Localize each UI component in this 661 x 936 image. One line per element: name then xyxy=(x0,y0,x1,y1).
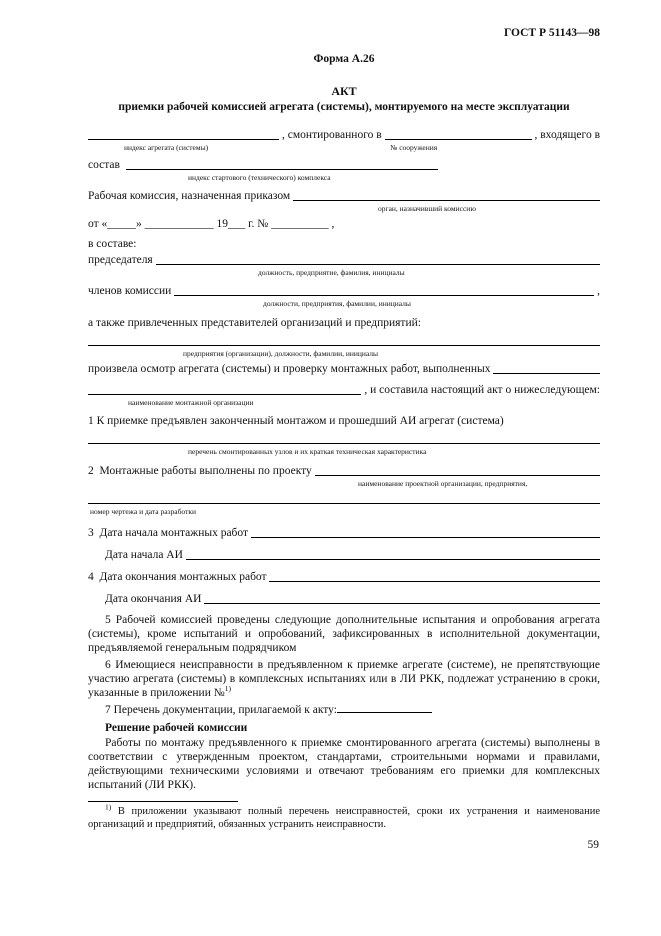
fill-line-chairman xyxy=(156,261,600,265)
label-members-comma: , xyxy=(594,285,600,298)
caption-row-representatives xyxy=(88,349,600,358)
footnote xyxy=(88,802,600,831)
caption-item2b: номер чертежа и дата разработки xyxy=(90,507,196,517)
caption-row-complex xyxy=(88,173,600,182)
field-row-item2b xyxy=(88,500,600,506)
fill-line-item2b xyxy=(88,500,600,504)
fill-line-item4b xyxy=(204,600,600,604)
field-row-chairman xyxy=(88,253,600,267)
caption-row-item2a xyxy=(88,479,600,488)
field-row-inspection xyxy=(88,362,600,376)
item-5: 5 Рабочей комиссией проведены следующие дополнительные испытания и опробования агрегата (системы), кроме испытаний и опробований, зафиксированных в исполнительной документации, предъявляемой генеральным подрядчиком xyxy=(88,613,600,654)
caption-members: должности, предприятия, фамилии, инициалы xyxy=(263,299,411,309)
caption-authority: орган, назначивший комиссию xyxy=(378,204,476,214)
fill-line-members xyxy=(174,292,594,296)
caption-row-mounting-org xyxy=(88,398,600,407)
item-1: 1 К приемке предъявлен законченный монтажом и прошедший АИ агрегат (система) xyxy=(88,415,504,428)
caption-structure-no: № сооружения xyxy=(390,142,438,152)
doc-number: ГОСТ Р 51143—98 xyxy=(504,27,600,39)
caption-row-item1 xyxy=(88,447,600,456)
fill-line-item4 xyxy=(269,578,600,582)
caption-complex-index: индекс стартового (технического) комплекса xyxy=(188,173,331,183)
caption-row-chairman xyxy=(88,268,600,277)
label-composition: в составе: xyxy=(88,237,137,250)
item-4-label: 4 Дата окончания монтажных работ xyxy=(88,570,270,583)
label-belongs-to: , входящего в xyxy=(531,128,600,141)
item-3b-label: Дата начала АИ xyxy=(105,548,186,561)
item-7-text: 7 Перечень документации, прилагаемой к акту: xyxy=(105,703,337,716)
fill-line-complex-index xyxy=(126,166,438,170)
item-7 xyxy=(88,703,600,717)
label-members: членов комиссии xyxy=(88,285,175,298)
field-row-complex xyxy=(88,158,600,172)
item-6 xyxy=(88,658,600,700)
field-row-item4b xyxy=(88,592,600,606)
field-row-commission xyxy=(88,189,600,203)
fill-line-mounting-org xyxy=(88,391,361,395)
field-row-mounting-org xyxy=(88,383,600,397)
label-chairman: председателя xyxy=(88,253,156,266)
form-label: Форма А.26 xyxy=(313,53,375,66)
field-row-item2 xyxy=(88,464,600,478)
act-title: АКТ xyxy=(331,84,357,99)
fill-line-performed-by xyxy=(493,370,600,374)
field-row-item4 xyxy=(88,570,600,584)
item-6-footnote-ref: 1) xyxy=(224,683,231,693)
caption-representatives: предприятия (организации), должности, фамилии, инициалы xyxy=(183,348,379,358)
item-2-label: 2 Монтажные работы выполнены по проекту xyxy=(88,464,315,477)
caption-row-unit xyxy=(88,143,600,152)
page-number: 59 xyxy=(587,839,599,851)
field-row-item3 xyxy=(88,526,600,540)
label-mounted-in: , смонтированного в xyxy=(279,128,385,141)
label-inspection: произвела осмотр агрегата (системы) и проверку монтажных работ, выполненных xyxy=(88,363,494,376)
caption-item1: перечень смонтированных узлов и их краткая техническая характеристика xyxy=(188,447,427,457)
footnote-marker: 1) xyxy=(105,802,112,812)
fill-line-item2 xyxy=(315,472,600,476)
decision-heading: Решение рабочей комиссии xyxy=(105,721,248,734)
fill-line-representatives xyxy=(88,342,600,346)
fill-line-item7 xyxy=(337,709,432,713)
field-row-members xyxy=(88,284,600,298)
footnote-text: В приложении указывают полный перечень неисправностей, сроки их устранения и наименование организаций и предприятий, обязанных устранить неисправности. xyxy=(88,805,600,830)
field-row-item1 xyxy=(88,440,600,446)
label-staff: состав xyxy=(88,159,126,172)
label-commission: Рабочая комиссия, назначенная приказом xyxy=(88,190,294,203)
act-subtitle: приемки рабочей комиссией агрегата (системы), монтируемого на месте эксплуатации xyxy=(118,100,570,113)
label-act-conclusion: , и составила настоящий акт о нижеследующем: xyxy=(361,384,600,397)
fill-line-item3b xyxy=(186,556,600,560)
fill-line-item3 xyxy=(251,534,600,538)
fill-line-authority xyxy=(293,197,600,201)
item-4b-label: Дата окончания АИ xyxy=(105,592,205,605)
field-row-item3b xyxy=(88,548,600,562)
caption-chairman: должность, предприятие, фамилия, инициалы xyxy=(258,267,405,277)
fill-line-item1 xyxy=(88,440,600,444)
caption-row-members xyxy=(88,299,600,308)
field-row-order-date: от «_____» ____________ 19___ г. № __________ , xyxy=(88,217,335,230)
field-row-representatives xyxy=(88,342,600,348)
fill-line-structure-no xyxy=(385,136,532,140)
caption-unit-index: индекс агрегата (системы) xyxy=(124,142,209,152)
field-row-unit xyxy=(88,128,600,142)
caption-row-item2b xyxy=(88,507,600,516)
item-6-text: 6 Имеющиеся неисправности в предъявленном к приемке агрегате (системе), не препятствующие участию агрегата (системы) в комплексных испытаниях или в ЛИ РКК, подлежат устранению в сроки, указанные в приложении № xyxy=(88,658,600,699)
fill-line-unit-index xyxy=(88,136,279,140)
caption-item2a: наименование проектной организации, предприятия, xyxy=(358,478,528,488)
label-representatives: а также привлеченных представителей организаций и предприятий: xyxy=(88,316,421,329)
item-3-label: 3 Дата начала монтажных работ xyxy=(88,526,251,539)
caption-row-authority xyxy=(88,204,600,213)
decision-body: Работы по монтажу предъявленного к приемке смонтированного агрегата (системы) выполнены в соответствии с утвержденным проектом, стандартами, строительными нормами и правилами, действующими техническими условиями и отвечают требованиям его приемки для комплексных испытаний (ЛИ РКК). xyxy=(88,736,600,791)
caption-mounting-org: наименование монтажной организации xyxy=(128,398,254,408)
